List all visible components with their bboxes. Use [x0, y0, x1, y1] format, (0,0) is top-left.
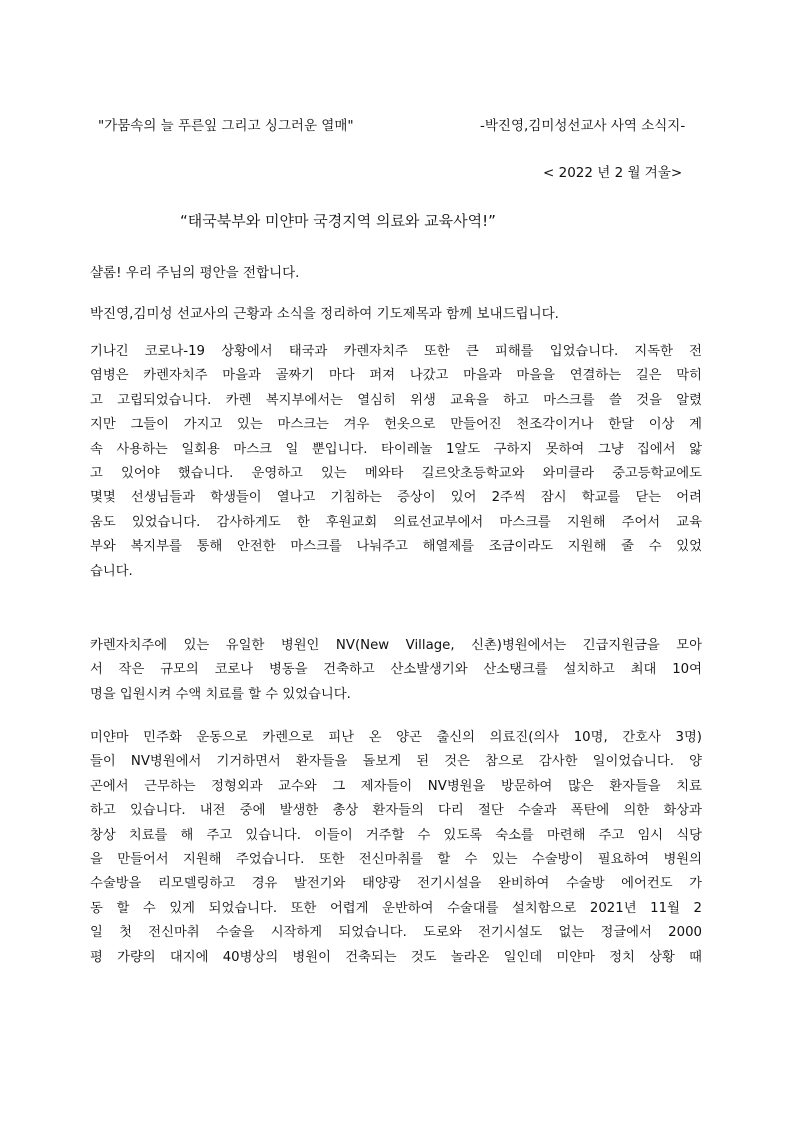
paragraph-nv-hospital [90, 634, 702, 707]
paragraph-line: 동 할 수 있게 되었습니다. 또한 어렵게 운반하여 수술대를 설치함으로 2021년 11월 2 [90, 900, 702, 916]
paragraph-line: 움도 있었습니다. 감사하게도 한 후원교회 의료선교부에서 마스크를 지원해 주어서 교육 [90, 514, 702, 530]
paragraph-line: 염병은 카렌자치주 마을과 골짜기 마다 퍼져 나갔고 마을과 마을을 연결하는 길은 막히 [90, 368, 702, 384]
paragraph-line: 수술방을 리모델링하고 경유 발전기와 태양광 전기시설을 완비하여 수술방 에어컨도 가 [90, 876, 702, 892]
paragraph-line: 습니다. [90, 563, 133, 579]
intro-line: 박진영,김미성 선교사의 근황과 소식을 정리하여 기도제목과 함께 보내드립니다. [90, 306, 559, 322]
document-title: “태국북부와 미얀마 국경지역 의료와 교육사역!” [180, 212, 496, 230]
paragraph-line: 을 만들어서 지원해 주었습니다. 또한 전신마취를 할 수 있는 수술방이 필요하여 병원의 [90, 851, 702, 867]
paragraph-line: 몇몇 선생님들과 학생들이 열나고 기침하는 증상이 있어 2주씩 잠시 학교를 닫는 어려 [90, 490, 702, 506]
paragraph-line: 평 가량의 대지에 40병상의 병원이 건축되는 것도 놀라온 일인데 미얀마 정치 상황 때 [90, 949, 702, 965]
paragraph-line: 카렌자치주에 있는 유일한 병원인 NV(New Village, 신촌)병원에서는 긴급지원금을 모아 [90, 638, 702, 653]
paragraph-line: 고 고립되었습니다. 카렌 복지부에서는 열심히 위생 교육을 하고 마스크를 쓸 것을 알렸 [90, 392, 702, 408]
newsletter-slogan: "가뭄속의 늘 푸른잎 그리고 싱그러운 열매" [98, 118, 354, 134]
paragraph-line: 명을 입원시켜 수액 치료를 할 수 있었습니다. [90, 686, 351, 702]
issue-date: < 2022 년 2 월 겨울> [543, 165, 683, 181]
paragraph-covid-impact [90, 340, 702, 584]
paragraph-line: 속 사용하는 일회용 마스크 일 뿐입니다. 타이레놀 1알도 구하지 못하여 그냥 집에서 앓 [90, 441, 702, 457]
paragraph-line: 고 있어야 했습니다. 운영하고 있는 메와타 길르앗초등학교와 와미클라 중고등학교에도 [90, 465, 702, 481]
paragraph-line: 기나긴 코로나-19 상황에서 태국과 카렌자치주 또한 큰 피해를 입었습니다. 지독한 전 [90, 344, 702, 359]
paragraph-line: 서 작은 규모의 코로나 병동을 건축하고 산소발생기와 산소탱크를 설치하고 최대 10여 [90, 662, 702, 678]
paragraph-medical-team [90, 726, 702, 970]
paragraph-line: 들이 NV병원에서 기거하면서 환자들을 돌보게 된 것은 참으로 감사한 일이었습니다. 양 [90, 754, 702, 770]
paragraph-line: 하고 있습니다. 내전 중에 발생한 총상 환자들의 다리 절단 수술과 폭탄에 의한 화상과 [90, 803, 702, 819]
paragraph-line: 곤에서 근무하는 정형외과 교수와 그 제자들이 NV병원을 방문하여 많은 환자들을 치료 [90, 778, 702, 794]
newsletter-subtitle: -박진영,김미성선교사 사역 소식지- [480, 118, 686, 134]
paragraph-line: 부와 복지부를 통해 안전한 마스크를 나눠주고 해열제를 조금이라도 지원해 줄 수 있었 [90, 539, 702, 555]
paragraph-line: 창상 치료를 해 주고 있습니다. 이들이 거주할 수 있도록 숙소를 마련해 주고 임시 식당 [90, 827, 702, 843]
greeting: 샬롬! 우리 주님의 평안을 전합니다. [90, 265, 300, 281]
paragraph-line: 지만 그들이 가지고 있는 마스크는 겨우 헌옷으로 만들어진 천조각이거나 한달 이상 계 [90, 417, 702, 433]
paragraph-line: 미얀마 민주화 운동으로 카렌으로 피난 온 양곤 출신의 의료진(의사 10명, 간호사 3명) [90, 730, 702, 745]
paragraph-line: 일 첫 전신마취 수술을 시작하게 되었습니다. 도로와 전기시설도 없는 정글에서 2000 [90, 925, 702, 941]
